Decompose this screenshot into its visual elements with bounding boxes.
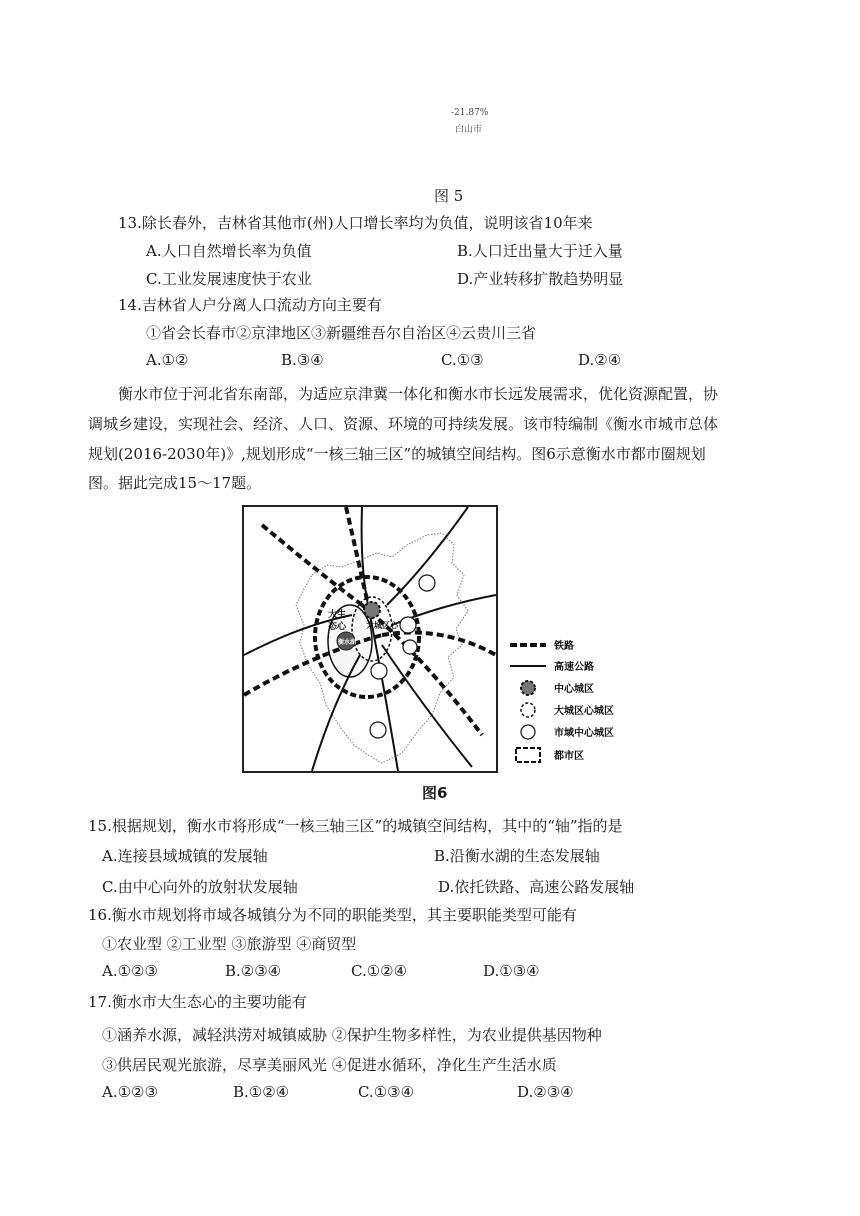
passage-line-1: 衡水市位于河北省东南部，为适应京津冀一体化和衡水市长远发展需求，优化资源配置，协: [118, 385, 719, 403]
legend-label-city-center: 市域中心城区: [554, 728, 614, 739]
legend-label-big-urban-core: 大城区心城区: [554, 706, 614, 717]
metro-area-symbol: [516, 748, 540, 762]
county-city-marker: [403, 640, 417, 654]
q15-option-d[interactable]: D.依托铁路、高速公路发展轴: [438, 878, 635, 896]
county-city-marker: [371, 663, 387, 679]
q17-option-b[interactable]: B.①②④: [233, 1083, 290, 1101]
passage-line-3: 规划(2016-2030年)》,规划形成“一核三轴三区”的城镇空间结构。图6示意衡水市都市圈规划: [88, 445, 706, 463]
center-district-symbol: [521, 681, 535, 695]
lake-label: 衡水湖: [338, 639, 357, 646]
q13-option-a[interactable]: A.人口自然增长率为负值: [146, 242, 312, 260]
fig5-caption: 图 5: [434, 187, 464, 205]
q14-items: ①省会长春市②京津地区③新疆维吾尔自治区④云贵川三省: [146, 324, 537, 342]
eco-center-label-1: 大生: [328, 610, 347, 620]
eco-center-label-2: 态心: [328, 622, 347, 632]
q13-option-b[interactable]: B.人口迁出量大于迁入量: [457, 242, 623, 260]
big-urban-core-symbol: [521, 703, 535, 717]
q17-stem: 17.衡水市大生态心的主要功能有: [88, 993, 307, 1011]
q14-stem: 14.吉林省人户分离人口流动方向主要有: [118, 296, 382, 314]
map-legend: [508, 637, 638, 769]
q14-option-b[interactable]: B.③④: [281, 351, 324, 369]
fig6-caption: 图6: [422, 784, 448, 802]
q13-option-d[interactable]: D.产业转移扩散趋势明显: [457, 270, 624, 288]
q16-option-c[interactable]: C.①②④: [351, 962, 408, 980]
q17-items-line-2: ③供居民观光旅游，尽享美丽风光 ④促进水循环，净化生产生活水质: [102, 1056, 557, 1074]
q15-option-a[interactable]: A.连接县域城镇的发展轴: [102, 847, 268, 865]
county-city-marker: [419, 575, 435, 591]
city-center-symbol: [521, 725, 535, 739]
legend-label-highway: 高速公路: [554, 662, 594, 673]
q15-stem: 15.根据规划，衡水市将形成“一核三轴三区”的城镇空间结构，其中的“轴”指的是: [88, 817, 623, 835]
q16-stem: 16.衡水市规划将市域各城镇分为不同的职能类型，其主要职能类型可能有: [88, 906, 577, 924]
q15-option-c[interactable]: C.由中心向外的放射状发展轴: [102, 878, 298, 896]
q16-option-a[interactable]: A.①②③: [102, 962, 158, 980]
q14-option-a[interactable]: A.①②: [146, 351, 189, 369]
center-district-marker: [364, 602, 380, 618]
q17-option-a[interactable]: A.①②③: [102, 1083, 158, 1101]
fig5-value-label: -21.87%: [451, 108, 489, 118]
q17-items-line-1: ①涵养水源，减轻洪涝对城镇威胁 ②保护生物多样性，为农业提供基因物种: [102, 1026, 602, 1044]
q17-option-c[interactable]: C.①③④: [358, 1083, 415, 1101]
legend-label-railway: 铁路: [554, 641, 574, 652]
q16-items: ①农业型 ②工业型 ③旅游型 ④商贸型: [102, 935, 357, 953]
q15-option-b[interactable]: B.沿衡水湖的生态发展轴: [434, 847, 600, 865]
q17-option-d[interactable]: D.②③④: [517, 1083, 574, 1101]
legend-label-center-district: 中心城区: [554, 684, 594, 695]
q13-option-c[interactable]: C.工业发展速度快于农业: [146, 270, 312, 288]
passage-line-4: 图。据此完成15～17题。: [88, 474, 262, 492]
big-urban-core-label: 大城区心: [366, 621, 398, 630]
q13-stem: 13.除长春外，吉林省其他市(州)人口增长率均为负值，说明该省10年来: [118, 214, 593, 232]
q14-option-d[interactable]: D.②④: [578, 351, 622, 369]
legend-label-metro-area: 都市区: [554, 751, 584, 762]
passage-line-2: 调城乡建设，实现社会、经济、人口、资源、环境的可持续发展。该市特编制《衡水市城市总体: [88, 415, 719, 433]
q16-option-d[interactable]: D.①③④: [483, 962, 540, 980]
county-city-marker: [370, 722, 386, 738]
fig5-city-label: 白山市: [455, 125, 483, 135]
county-city-marker: [400, 617, 416, 633]
q14-option-c[interactable]: C.①③: [441, 351, 484, 369]
hengshui-metro-map: [242, 505, 498, 773]
q16-option-b[interactable]: B.②③④: [225, 962, 282, 980]
